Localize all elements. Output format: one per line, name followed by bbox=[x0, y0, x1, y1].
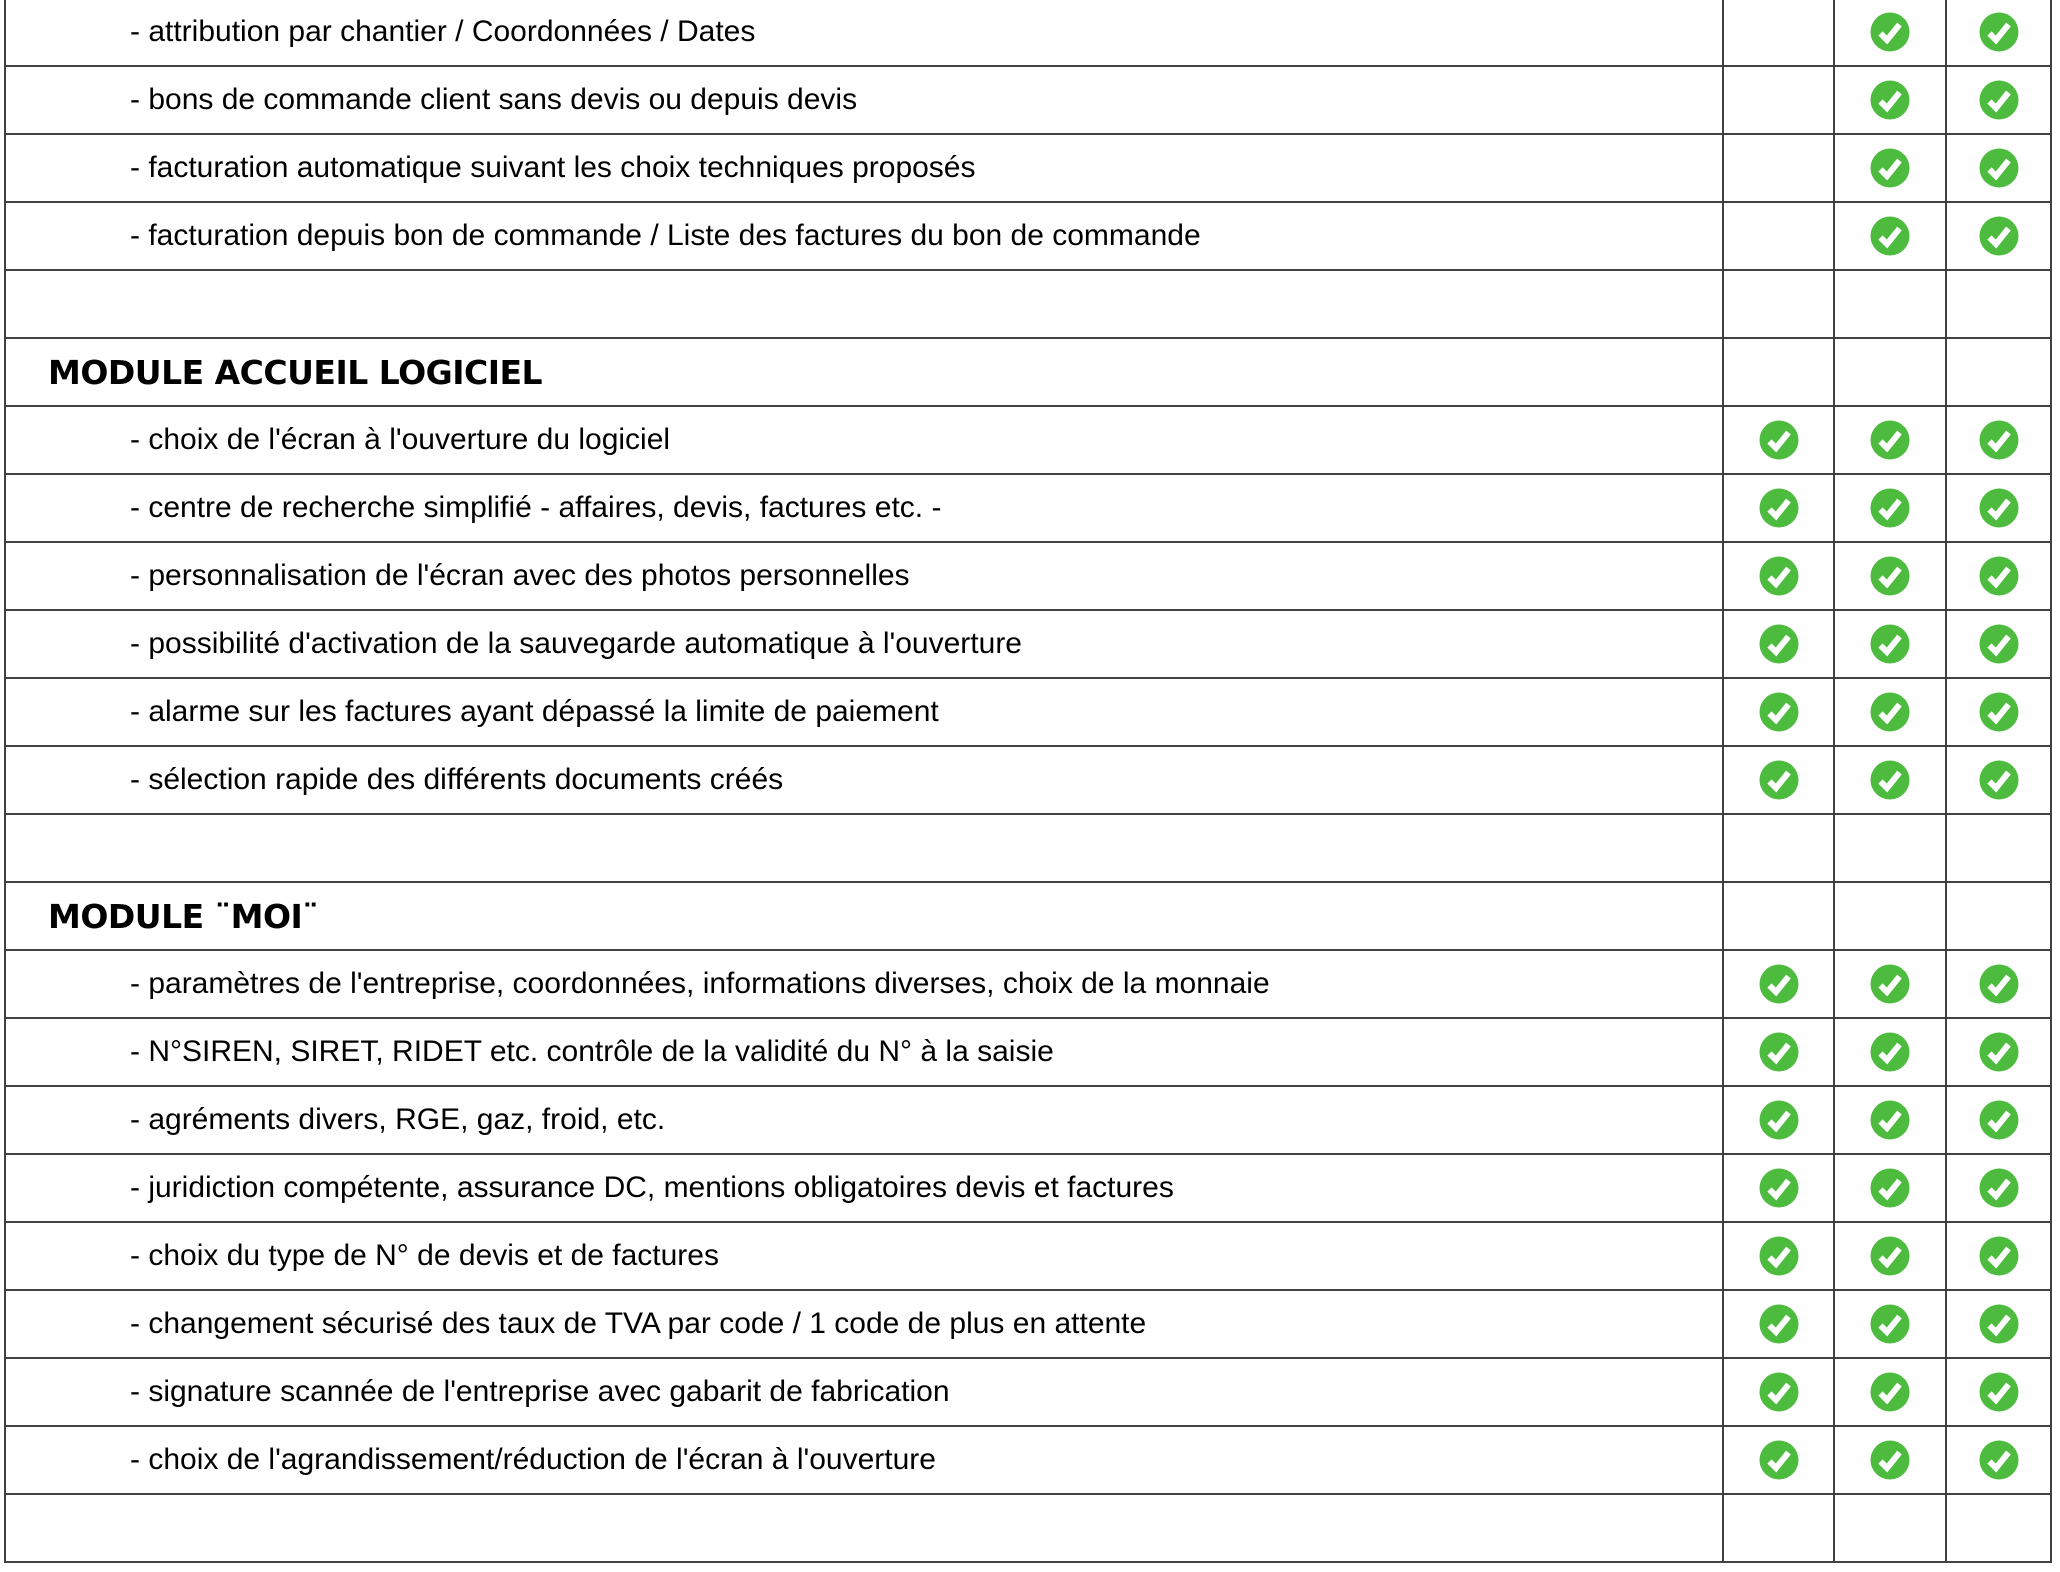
check-cell-2 bbox=[1835, 67, 1947, 133]
check-cell-1 bbox=[1724, 1087, 1835, 1153]
check-cell-2 bbox=[1835, 1427, 1947, 1493]
check-circle-icon bbox=[1759, 1236, 1799, 1276]
check-circle-icon bbox=[1759, 964, 1799, 1004]
check-circle-icon bbox=[1979, 1440, 2019, 1480]
check-cell-3 bbox=[1947, 271, 2052, 337]
check-cell-1 bbox=[1724, 339, 1835, 405]
check-cell-3 bbox=[1947, 475, 2052, 541]
check-cell-3 bbox=[1947, 407, 2052, 473]
check-cell-3 bbox=[1947, 679, 2052, 745]
check-circle-icon bbox=[1870, 760, 1910, 800]
check-cell-2 bbox=[1835, 1019, 1947, 1085]
check-circle-icon bbox=[1870, 488, 1910, 528]
table-row bbox=[6, 475, 2052, 543]
check-cell-1 bbox=[1724, 67, 1835, 133]
check-cell-3 bbox=[1947, 1087, 2052, 1153]
feature-label-cell bbox=[6, 883, 1724, 949]
check-cell-1 bbox=[1724, 611, 1835, 677]
check-circle-icon bbox=[1979, 556, 2019, 596]
check-circle-icon bbox=[1979, 80, 2019, 120]
check-circle-icon bbox=[1979, 964, 2019, 1004]
table-row bbox=[6, 1155, 2052, 1223]
check-circle-icon bbox=[1870, 1032, 1910, 1072]
check-cell-1 bbox=[1724, 883, 1835, 949]
feature-label-cell bbox=[6, 1291, 1724, 1357]
check-cell-1 bbox=[1724, 1019, 1835, 1085]
check-circle-icon bbox=[1870, 624, 1910, 664]
check-cell-1 bbox=[1724, 0, 1835, 65]
check-circle-icon bbox=[1979, 420, 2019, 460]
feature-label: - choix de l'agrandissement/réduction de l'écran à l'ouverture bbox=[130, 1443, 936, 1476]
check-circle-icon bbox=[1979, 148, 2019, 188]
check-circle-icon bbox=[1870, 12, 1910, 52]
check-cell-3 bbox=[1947, 0, 2052, 65]
table-row bbox=[6, 611, 2052, 679]
check-circle-icon bbox=[1759, 1304, 1799, 1344]
check-cell-1 bbox=[1724, 475, 1835, 541]
check-circle-icon bbox=[1870, 80, 1910, 120]
check-cell-2 bbox=[1835, 407, 1947, 473]
check-cell-3 bbox=[1947, 883, 2052, 949]
feature-label-cell bbox=[6, 271, 1724, 337]
check-cell-3 bbox=[1947, 815, 2052, 881]
feature-label: - facturation depuis bon de commande / Liste des factures du bon de commande bbox=[130, 219, 1201, 252]
empty-row bbox=[6, 271, 2052, 339]
check-cell-2 bbox=[1835, 679, 1947, 745]
check-circle-icon bbox=[1870, 692, 1910, 732]
check-cell-1 bbox=[1724, 203, 1835, 269]
check-cell-3 bbox=[1947, 339, 2052, 405]
check-cell-3 bbox=[1947, 203, 2052, 269]
table-row bbox=[6, 1019, 2052, 1087]
check-circle-icon bbox=[1759, 624, 1799, 664]
feature-label: - sélection rapide des différents documents créés bbox=[130, 763, 784, 796]
check-circle-icon bbox=[1759, 556, 1799, 596]
feature-label: - choix du type de N° de devis et de factures bbox=[130, 1239, 719, 1272]
check-cell-3 bbox=[1947, 747, 2052, 813]
feature-label-cell bbox=[6, 407, 1724, 473]
check-circle-icon bbox=[1759, 1440, 1799, 1480]
check-circle-icon bbox=[1870, 1236, 1910, 1276]
check-circle-icon bbox=[1979, 1236, 2019, 1276]
feature-label-cell bbox=[6, 611, 1724, 677]
feature-label-cell bbox=[6, 1223, 1724, 1289]
table-row bbox=[6, 135, 2052, 203]
check-cell-1 bbox=[1724, 679, 1835, 745]
feature-label: - juridiction compétente, assurance DC, mentions obligatoires devis et factures bbox=[130, 1171, 1174, 1204]
check-circle-icon bbox=[1870, 1372, 1910, 1412]
check-cell-3 bbox=[1947, 135, 2052, 201]
check-cell-1 bbox=[1724, 407, 1835, 473]
check-cell-2 bbox=[1835, 815, 1947, 881]
check-cell-2 bbox=[1835, 883, 1947, 949]
feature-label-cell bbox=[6, 1019, 1724, 1085]
check-circle-icon bbox=[1759, 488, 1799, 528]
check-circle-icon bbox=[1979, 1168, 2019, 1208]
feature-label-cell bbox=[6, 951, 1724, 1017]
check-cell-2 bbox=[1835, 1223, 1947, 1289]
feature-label: - signature scannée de l'entreprise avec gabarit de fabrication bbox=[130, 1375, 950, 1408]
check-cell-1 bbox=[1724, 271, 1835, 337]
feature-label: - agréments divers, RGE, gaz, froid, etc. bbox=[130, 1103, 666, 1136]
check-cell-2 bbox=[1835, 951, 1947, 1017]
feature-label-cell bbox=[6, 747, 1724, 813]
check-cell-1 bbox=[1724, 747, 1835, 813]
check-cell-1 bbox=[1724, 1223, 1835, 1289]
table-row bbox=[6, 1291, 2052, 1359]
check-circle-icon bbox=[1870, 1168, 1910, 1208]
check-cell-2 bbox=[1835, 1155, 1947, 1221]
feature-label-cell bbox=[6, 815, 1724, 881]
feature-label: - centre de recherche simplifié - affaires, devis, factures etc. - bbox=[130, 491, 942, 524]
feature-comparison-table bbox=[4, 0, 2052, 1563]
check-circle-icon bbox=[1759, 1372, 1799, 1412]
check-cell-2 bbox=[1835, 747, 1947, 813]
table-row bbox=[6, 1427, 2052, 1495]
table-row bbox=[6, 1087, 2052, 1155]
check-cell-2 bbox=[1835, 1495, 1947, 1561]
check-circle-icon bbox=[1979, 488, 2019, 528]
check-cell-2 bbox=[1835, 339, 1947, 405]
empty-row bbox=[6, 815, 2052, 883]
check-circle-icon bbox=[1979, 760, 2019, 800]
table-row bbox=[6, 543, 2052, 611]
feature-label: - alarme sur les factures ayant dépassé la limite de paiement bbox=[130, 695, 939, 728]
check-cell-2 bbox=[1835, 1359, 1947, 1425]
table-row bbox=[6, 951, 2052, 1019]
feature-label-cell bbox=[6, 1155, 1724, 1221]
check-cell-2 bbox=[1835, 1087, 1947, 1153]
check-circle-icon bbox=[1979, 216, 2019, 256]
check-cell-2 bbox=[1835, 475, 1947, 541]
check-circle-icon bbox=[1979, 1304, 2019, 1344]
check-cell-2 bbox=[1835, 611, 1947, 677]
check-circle-icon bbox=[1979, 624, 2019, 664]
section-header-row bbox=[6, 339, 2052, 407]
check-cell-1 bbox=[1724, 1291, 1835, 1357]
check-circle-icon bbox=[1979, 1032, 2019, 1072]
check-cell-1 bbox=[1724, 1359, 1835, 1425]
check-cell-3 bbox=[1947, 67, 2052, 133]
check-cell-1 bbox=[1724, 815, 1835, 881]
feature-label-cell bbox=[6, 339, 1724, 405]
feature-label-cell bbox=[6, 1359, 1724, 1425]
check-circle-icon bbox=[1870, 420, 1910, 460]
check-cell-3 bbox=[1947, 1223, 2052, 1289]
check-circle-icon bbox=[1979, 1100, 2019, 1140]
check-cell-2 bbox=[1835, 271, 1947, 337]
check-cell-2 bbox=[1835, 0, 1947, 65]
section-header-row bbox=[6, 883, 2052, 951]
check-circle-icon bbox=[1759, 692, 1799, 732]
check-cell-1 bbox=[1724, 135, 1835, 201]
empty-row bbox=[6, 1495, 2052, 1563]
check-cell-1 bbox=[1724, 1155, 1835, 1221]
check-circle-icon bbox=[1870, 556, 1910, 596]
check-circle-icon bbox=[1870, 964, 1910, 1004]
check-circle-icon bbox=[1870, 148, 1910, 188]
check-cell-3 bbox=[1947, 951, 2052, 1017]
feature-label-cell bbox=[6, 543, 1724, 609]
table-row bbox=[6, 407, 2052, 475]
table-row bbox=[6, 747, 2052, 815]
feature-label-cell bbox=[6, 1427, 1724, 1493]
feature-label-cell bbox=[6, 135, 1724, 201]
check-circle-icon bbox=[1870, 1100, 1910, 1140]
feature-label-cell bbox=[6, 475, 1724, 541]
table-row bbox=[6, 203, 2052, 271]
feature-label-cell bbox=[6, 679, 1724, 745]
check-cell-1 bbox=[1724, 543, 1835, 609]
table-row bbox=[6, 0, 2052, 67]
table-row bbox=[6, 1223, 2052, 1291]
check-circle-icon bbox=[1979, 692, 2019, 732]
check-cell-3 bbox=[1947, 1359, 2052, 1425]
check-circle-icon bbox=[1759, 1032, 1799, 1072]
check-cell-2 bbox=[1835, 203, 1947, 269]
feature-label: - personnalisation de l'écran avec des photos personnelles bbox=[130, 559, 910, 592]
table-row bbox=[6, 67, 2052, 135]
check-circle-icon bbox=[1759, 420, 1799, 460]
feature-label: - bons de commande client sans devis ou depuis devis bbox=[130, 83, 858, 116]
check-cell-1 bbox=[1724, 951, 1835, 1017]
check-circle-icon bbox=[1870, 1440, 1910, 1480]
feature-label: - N°SIREN, SIRET, RIDET etc. contrôle de la validité du N° à la saisie bbox=[130, 1035, 1054, 1068]
check-cell-3 bbox=[1947, 543, 2052, 609]
check-cell-1 bbox=[1724, 1427, 1835, 1493]
check-cell-1 bbox=[1724, 1495, 1835, 1561]
check-circle-icon bbox=[1759, 1168, 1799, 1208]
feature-label: - possibilité d'activation de la sauvegarde automatique à l'ouverture bbox=[130, 627, 1022, 660]
check-circle-icon bbox=[1870, 1304, 1910, 1344]
feature-label-cell bbox=[6, 67, 1724, 133]
check-circle-icon bbox=[1979, 12, 2019, 52]
check-circle-icon bbox=[1979, 1372, 2019, 1412]
table-row bbox=[6, 679, 2052, 747]
check-cell-2 bbox=[1835, 135, 1947, 201]
feature-label: - attribution par chantier / Coordonnées / Dates bbox=[130, 15, 756, 48]
feature-label: - facturation automatique suivant les choix techniques proposés bbox=[130, 151, 976, 184]
check-cell-3 bbox=[1947, 1019, 2052, 1085]
feature-label-cell bbox=[6, 203, 1724, 269]
feature-label: - changement sécurisé des taux de TVA par code / 1 code de plus en attente bbox=[130, 1307, 1147, 1340]
section-header-label: MODULE ACCUEIL LOGICIEL bbox=[48, 352, 543, 392]
check-cell-3 bbox=[1947, 611, 2052, 677]
check-circle-icon bbox=[1759, 1100, 1799, 1140]
check-cell-2 bbox=[1835, 1291, 1947, 1357]
table-row bbox=[6, 1359, 2052, 1427]
check-cell-3 bbox=[1947, 1291, 2052, 1357]
check-circle-icon bbox=[1759, 760, 1799, 800]
check-cell-3 bbox=[1947, 1155, 2052, 1221]
feature-label-cell bbox=[6, 0, 1724, 65]
check-cell-2 bbox=[1835, 543, 1947, 609]
check-cell-3 bbox=[1947, 1495, 2052, 1561]
check-cell-3 bbox=[1947, 1427, 2052, 1493]
feature-label: - paramètres de l'entreprise, coordonnées, informations diverses, choix de la monnaie bbox=[130, 967, 1270, 1000]
section-header-label: MODULE ¨MOI¨ bbox=[48, 896, 319, 936]
feature-label: - choix de l'écran à l'ouverture du logiciel bbox=[130, 423, 671, 456]
feature-label-cell bbox=[6, 1087, 1724, 1153]
check-circle-icon bbox=[1870, 216, 1910, 256]
feature-label-cell bbox=[6, 1495, 1724, 1561]
